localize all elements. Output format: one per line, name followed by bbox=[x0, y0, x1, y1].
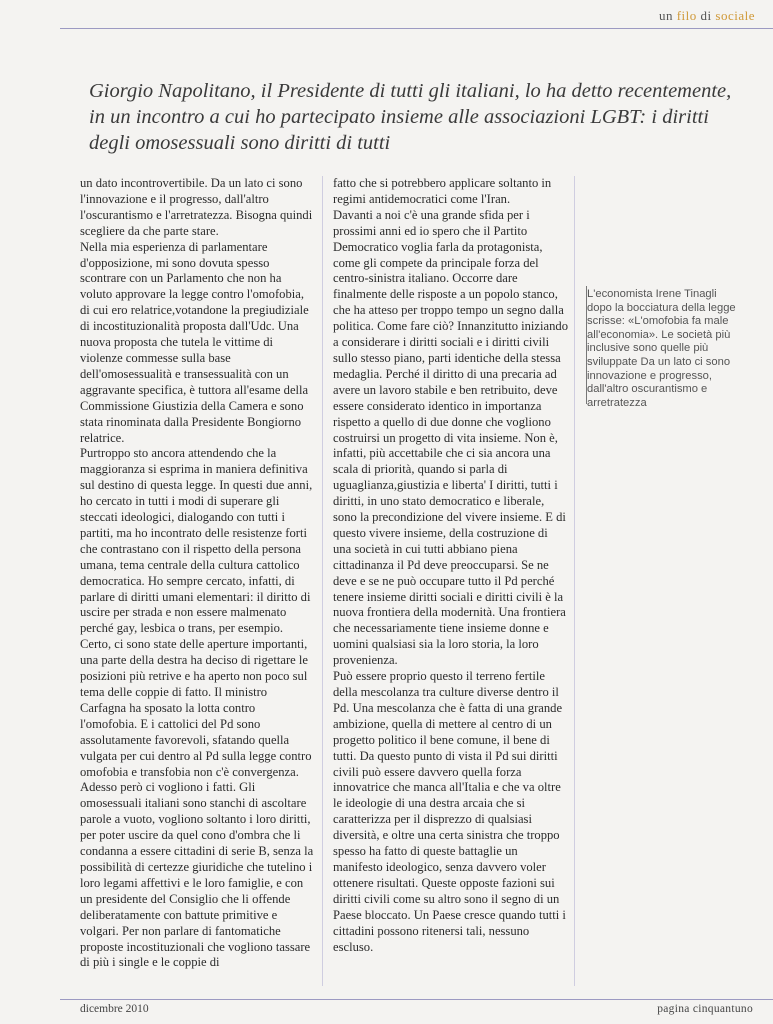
column-divider bbox=[574, 176, 575, 986]
paragraph: fatto che si potrebbero applicare soltanto in regimi antidemocratici come l'Iran. bbox=[333, 176, 552, 206]
paragraph: Adesso però ci vogliono i fatti. Gli omosessuali italiani sono stanchi di ascoltare parole a vuoto, vogliono soltanto i loro diritti, per poter uscire da quel cono d'ombra che li condanna a essere cittadini di serie B, senza la possibilità di certezze giuridiche che tutelino i loro legami affettivi e le loro famiglie, e con un presidente del Consiglio che li offende deliberatamente con battute primitive e volgari. Per non parlare di fantomatiche proposte incostituzionali che vogliono tassare di più i single e le coppie di bbox=[80, 780, 314, 970]
article-column-2 bbox=[333, 176, 568, 955]
pull-quote: L'economista Irene Tinagli dopo la bocciatura della legge scrisse: «L'omofobia fa male all'economia». Le società più inclusive sono quelle più sviluppate Da un lato ci sono innovazione e progresso, dall'altro oscurantismo e arretratezza bbox=[587, 288, 736, 409]
paragraph: Certo, ci sono state delle aperture importanti, una parte della destra ha deciso di rigettare le posizioni più retrive e ha aperto non poco sul tema delle coppie di fatto. Il ministro Carfagna ha sposato la lotta contro l'omofobia. E i cattolici del Pd sono assolutamente favorevoli, sfatando quella vulgata per cui dentro al Pd sulla legge contro omofobia e transfobia non c'è convergenza. bbox=[80, 637, 312, 779]
article-column-1 bbox=[80, 176, 315, 971]
bottom-rule bbox=[60, 999, 773, 1000]
issue-date: dicembre 2010 bbox=[80, 1003, 149, 1015]
paragraph: Davanti a noi c'è una grande sfida per i prossimi anni ed io spero che il Partito Democratico voglia farla da protagonista, come gli compete da principale forza del centro-sinistra italiano. Occorre dare finalmente delle risposte a un popolo stanco, che ha atteso per troppo tempo un segno dalla politica. Come fare ciò? Innanzitutto iniziando a considerare i diritti sociali e i diritti civili sullo stesso piano, parti identiche della stessa medaglia. Perché il diritto di una precaria ad avere un lavoro stabile e ben retribuito, deve essere considerato identico in importanza rispetto a quello di due donne che vogliono costruirsi un progetto di vita insieme. Non è, infatti, più accettabile che ci sia ancora una scala di priorità, quando si parla di uguaglianza,giustizia e liberta' I diritti, tutti i diritti, in uno stato democratico e liberale, sono la precondizione del vivere insieme. E di questo vivere insieme, della costruzione di una società in cui tutti abbiano piena cittadinanza il Pd deve preoccuparsi. Se ne deve e se ne può occupare tutto il Pd perché tenere insieme diritti sociali e diritti civili è la nuova frontiera della modernità. Una frontiera che necessariamente tiene insieme donne e uomini qualsiasi sia la loro storia, la loro provenienza. bbox=[333, 207, 569, 668]
top-rule bbox=[60, 28, 773, 29]
paragraph: Purtroppo sto ancora attendendo che la maggioranza si esprima in maniera definitiva sul destino di questa legge. In questi due anni, ho cercato in tutti i modi di superare gli steccati ideologici, dialogando con tutti i partiti, ma ho incontrato delle resistenze forti che contrastano con il rispetto della persona umana, tema centrale della cultura cattolico democratica. Ho sempre cercato, infatti, di parlare di diritti umani elementari: il diritto di uscire per strada e non essere malmenato perché gay, lesbica o trans, per esempio. bbox=[80, 446, 313, 636]
section-tag-filo: filo bbox=[676, 8, 697, 23]
paragraph: Può essere proprio questo il terreno fertile della mescolanza tra culture diverse dentro il Pd. Una mescolanza che è fatta di una grande ambizione, quella di mettere al centro di un progetto politico il bene comune, il bene di tutti. Da questo punto di vista il Pd sui diritti civili può essere davvero quella forza innovatrice che manca all'Italia e che va oltre le ideologie di una destra arcaia che si caratterizza per il disprezzo di qualsiasi diversità, e oltre una certa sinistra che troppo spesso ha fatto di queste battaglie un manifesto ideologico, senza davvero voler ottenere risultati. Queste opposte fazioni sui diritti civili come su altro sono il segno di un Paese bloccato. Un Paese cresce quando tutti i cittadini possono ritenersi tali, nessuno escluso. bbox=[333, 669, 566, 954]
section-tag: un filo di sociale bbox=[658, 8, 755, 23]
paragraph: Nella mia esperienza di parlamentare d'opposizione, mi sono dovuta spesso scontrare con un Parlamento che non ha voluto approvare la legge contro l'omofobia, di cui ero relatrice,votandone la pregiudiziale di incostituzionalità proposta dall'Udc. Una nuova proposta che tutela le vittime di violenze commesse sulla base dell'omosessualità e transessualità con un aggravante specifica, è tuttora all'esame della Commissione Giustizia della Camera e sono stata rinominata dalla Presidente Bongiorno relatrice. bbox=[80, 239, 309, 445]
paragraph: un dato incontrovertibile. Da un lato ci sono l'innovazione e il progresso, dall'altro l'oscurantismo e l'arretratezza. Bisogna quindi scegliere da che parte stare. bbox=[80, 176, 313, 238]
section-tag-sociale: sociale bbox=[715, 8, 755, 23]
page-number: pagina cinquantuno bbox=[657, 1003, 753, 1015]
headline: Giorgio Napolitano, il Presidente di tutti gli italiani, lo ha detto recentemente, in un incontro a cui ho partecipato insieme alle associazioni LGBT: i diritti degli omosessuali sono diritti di tutti bbox=[89, 80, 732, 154]
column-divider bbox=[322, 176, 323, 986]
